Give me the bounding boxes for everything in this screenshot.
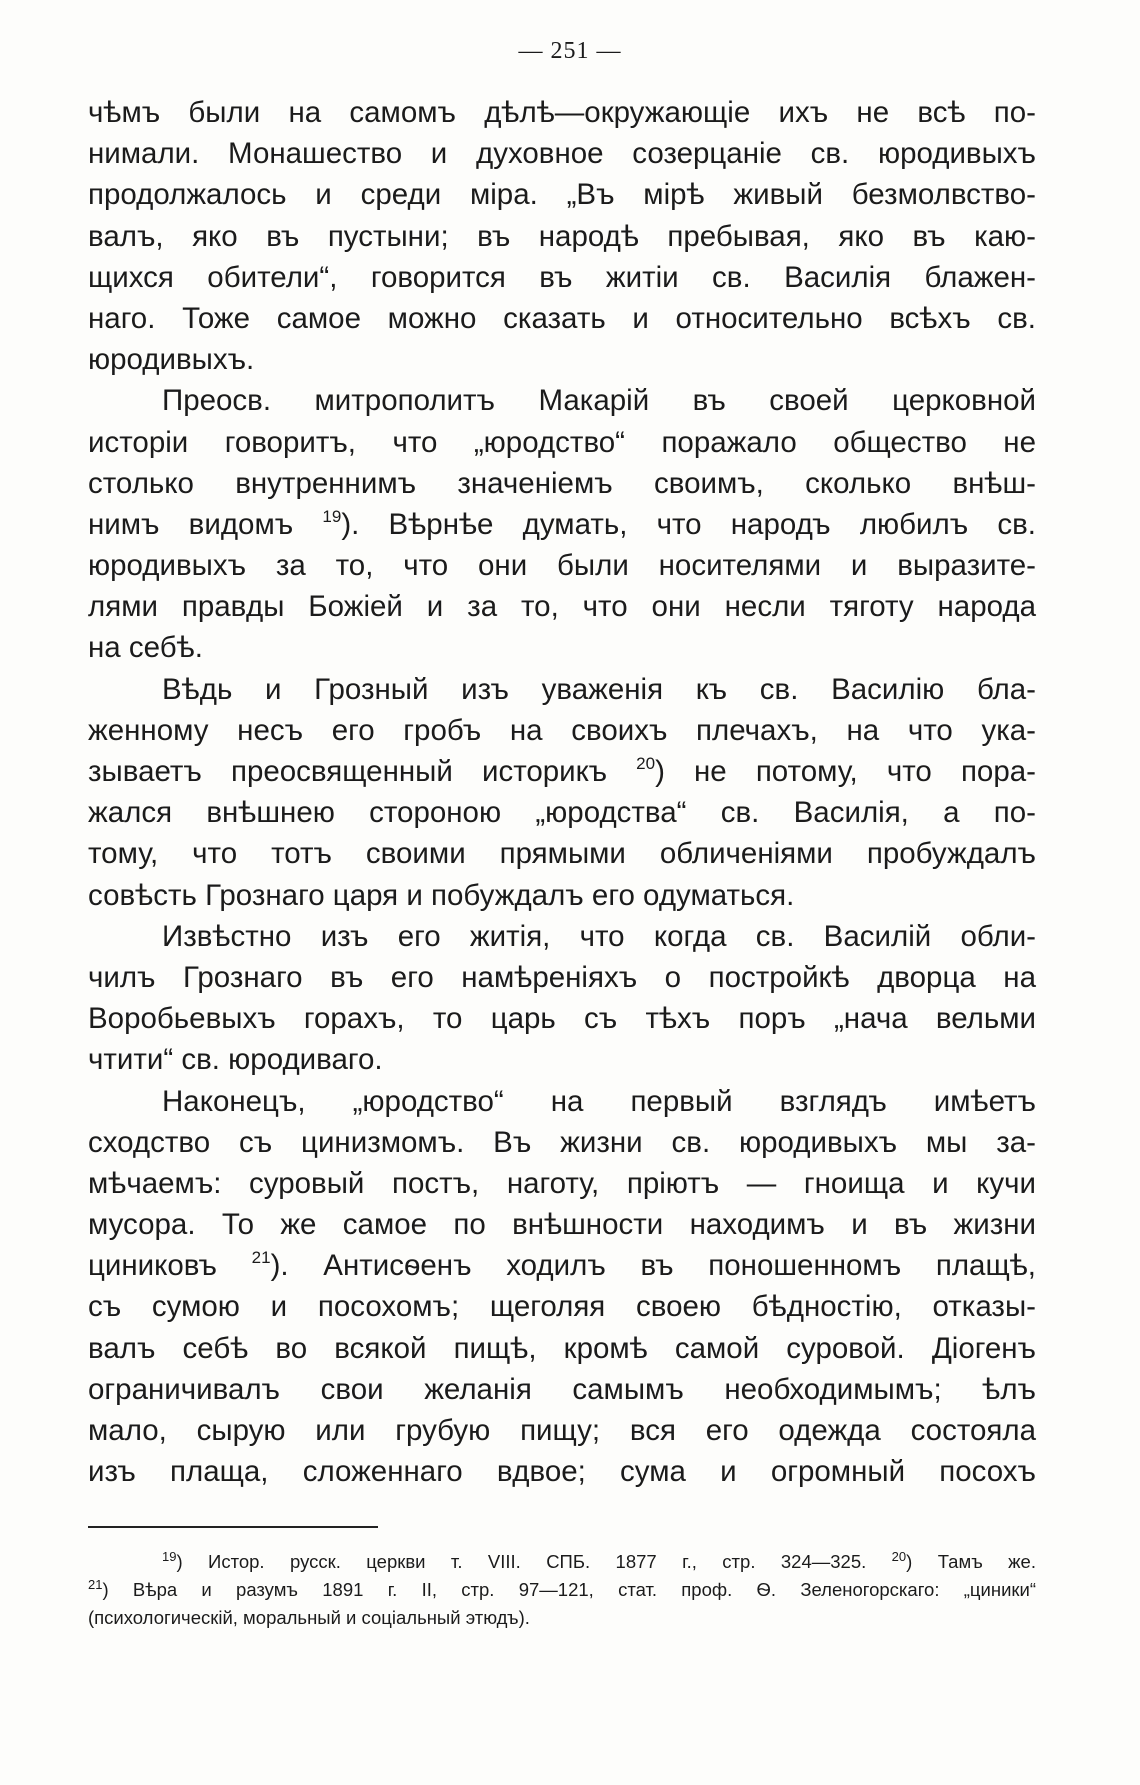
text-segment: ) не потому, что пора- xyxy=(655,755,1036,788)
text-line: нимали. Монашество и духовное созерцаніе св. юродивыхъ xyxy=(88,137,1036,171)
text-line: мѣчаемъ: суровый постъ, наготу, пріютъ — гноища и кучи xyxy=(88,1166,1036,1200)
text-line: чтити“ св. юродиваго. xyxy=(88,1043,383,1077)
footnote-number-19: 19 xyxy=(162,1549,177,1564)
text-line: Преосв. митрополитъ Макарій въ своей церковной xyxy=(162,384,1036,418)
text-line-with-footnote-ref xyxy=(88,751,1036,792)
text-line: съ сумою и посохомъ; щеголяя своею бѣдностію, отказы- xyxy=(88,1290,1036,1324)
text-line-with-footnote-ref xyxy=(88,504,1036,545)
text-line: Извѣстно изъ его житія, что когда св. Василій обли- xyxy=(162,919,1036,953)
footnote-19-text: ) Истор. русск. церкви т. VIII. СПБ. 1877 г., стр. 324—325. xyxy=(176,1551,867,1572)
page-number: — 251 — xyxy=(518,38,622,64)
text-line-with-footnote-ref xyxy=(88,1245,1036,1286)
text-line: женному несъ его гробъ на своихъ плечахъ, на что ука- xyxy=(88,713,1036,747)
text-line: чилъ Грознаго въ его намѣреніяхъ о постройкѣ дворца на xyxy=(88,960,1036,994)
text-line: валъ, яко въ пустыни; въ народѣ пребывая, яко въ каю- xyxy=(88,219,1036,253)
text-line: Наконецъ, „юродство“ на первый взглядъ имѣетъ xyxy=(162,1084,1036,1118)
footnote-21-text: ) Вѣра и разумъ 1891 г. II, стр. 97—121, стат. проф. Ѳ. Зеленогорскаго: „циники“ xyxy=(102,1579,1036,1600)
text-line: исторіи говоритъ, что „юродство“ поражало общество не xyxy=(88,425,1036,459)
text-line: мало, сырую или грубую пищу; вся его одежда состояла xyxy=(88,1414,1036,1447)
footnote-ref-19: 19 xyxy=(322,506,342,526)
text-line: мусора. То же самое по внѣшности находимъ и въ жизни xyxy=(88,1208,1036,1242)
text-line: на себѣ. xyxy=(88,631,203,665)
text-line: изъ плаща, сложеннаго вдвое; сума и огромный посохъ xyxy=(88,1455,1036,1489)
text-segment: нимъ видомъ xyxy=(88,507,294,541)
text-line: валъ себѣ во всякой пищѣ, кромѣ самой суровой. Діогенъ xyxy=(88,1331,1036,1365)
text-segment: циниковъ xyxy=(88,1249,217,1283)
footnote-separator xyxy=(88,1526,378,1528)
text-line: совѣсть Грознаго царя и побуждалъ его одуматься. xyxy=(88,878,795,912)
footnote-20-text: ) Тамъ же. xyxy=(906,1551,1036,1572)
footnote-line: (психологическій, моральный и соціальный этюдъ). xyxy=(88,1607,530,1628)
text-line: жался внѣшнею стороною „юродства“ св. Василія, а по- xyxy=(88,796,1036,830)
text-line: щихся обители“, говорится въ житіи св. Василія блажен- xyxy=(88,260,1036,294)
text-segment: ). Вѣрнѣе думать, что народъ любилъ св. xyxy=(341,507,1036,541)
text-line: юродивыхъ за то, что они были носителями и выразите- xyxy=(88,549,1036,583)
text-segment: ). Антисѳенъ ходилъ въ поношенномъ плащѣ, xyxy=(270,1249,1036,1283)
text-line: лями правды Божіей и за то, что они несли тяготу народа xyxy=(88,590,1036,624)
main-text xyxy=(88,92,1036,1492)
footnote-number-21: 21 xyxy=(88,1577,103,1592)
text-line: юродивыхъ. xyxy=(88,343,255,377)
text-line: наго. Тоже самое можно сказать и относительно всѣхъ св. xyxy=(88,301,1036,335)
footnote-20 xyxy=(892,1551,1036,1572)
footnote-ref-20: 20 xyxy=(636,754,656,773)
text-line: продолжалось и среди міра. „Въ мірѣ живый безмолвство- xyxy=(88,178,1036,212)
text-line: Воробьевыхъ горахъ, то царь съ тѣхъ поръ „нача вельми xyxy=(88,1002,1036,1036)
footnote-line xyxy=(88,1576,1036,1604)
text-line: столько внутреннимъ значеніемъ своимъ, сколько внѣш- xyxy=(88,466,1036,500)
text-line: ограничивалъ свои желанія самымъ необходимымъ; ѣлъ xyxy=(88,1372,1036,1406)
text-segment: зываетъ преосвященный историкъ xyxy=(88,755,608,788)
text-line: Вѣдь и Грозный изъ уваженія къ св. Василію бла- xyxy=(162,672,1036,706)
text-line: сходство съ цинизмомъ. Въ жизни св. юродивыхъ мы за- xyxy=(88,1125,1036,1159)
footnote-line xyxy=(88,1548,1036,1576)
footnote-ref-21: 21 xyxy=(251,1248,271,1268)
footnote-19 xyxy=(162,1551,866,1572)
text-line: чѣмъ были на самомъ дѣлѣ—окружающіе ихъ не всѣ по- xyxy=(88,96,1036,129)
footnotes xyxy=(88,1548,1036,1632)
footnote-number-20: 20 xyxy=(891,1549,907,1564)
text-line: тому, что тотъ своими прямыми обличеніями пробуждалъ xyxy=(88,837,1036,871)
